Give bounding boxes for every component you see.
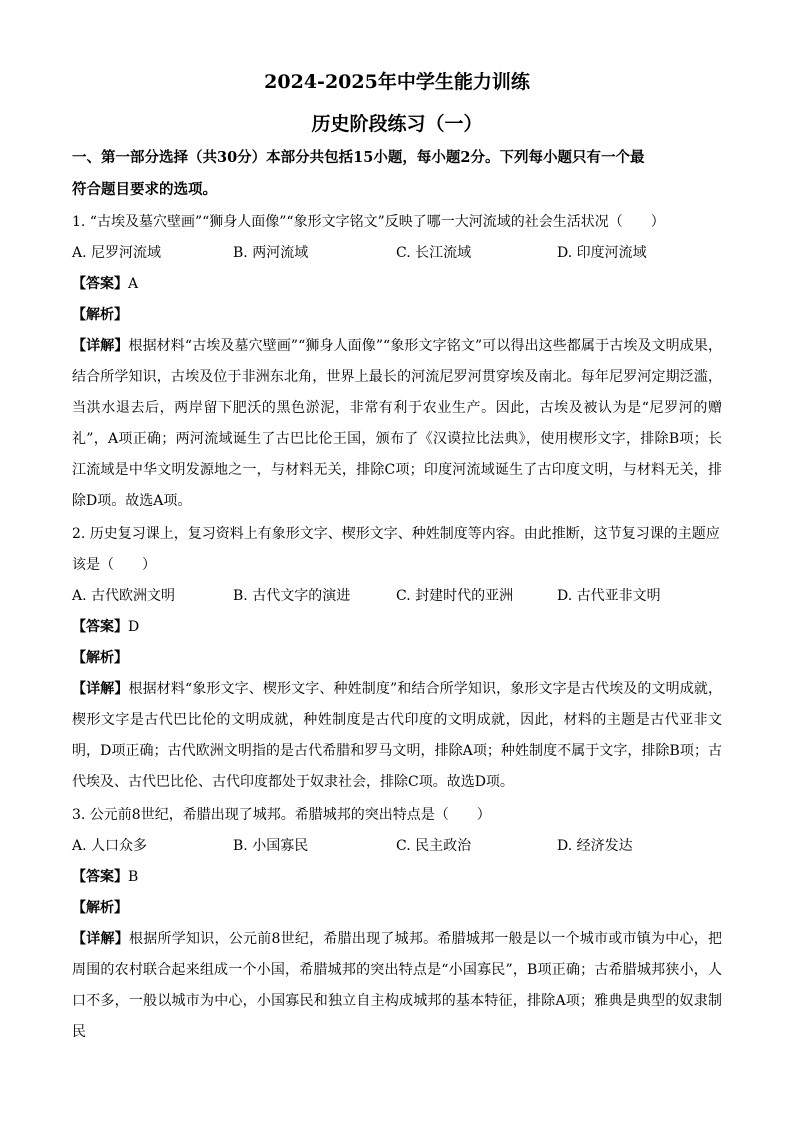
q3-answer-value: B <box>128 869 139 885</box>
detail-label: 【详解】 <box>72 931 129 947</box>
q2-detail-text: 根据材料“象形文字、楔形文字、种姓制度”和结合所学知识，象形文字是古代埃及的文明成就，楔形文字是古代巴比伦的文明成就，种姓制度是古代印度的文明成就，因此，材料的主题是古代亚非文明，D项正确；古代欧洲文明指的是古代希腊和罗马文明，排除A项；种姓制度不属于文字，排除B项；古代埃及、古代巴比伦、古代印度都处于奴隶社会，排除C项。故选D项。 <box>72 681 723 790</box>
q3-answer <box>72 867 724 887</box>
q3-analysis-label: 【解析】 <box>72 900 128 916</box>
q1-option-c: C. 长江流域 <box>396 245 472 261</box>
q3-option-b: B. 小国寡民 <box>233 838 309 854</box>
q1-detail-text: 根据材料“古埃及墓穴壁画”“狮身人面像”“象形文字铭文”可以得出这些都属于古埃及文明成果，结合所学知识，古埃及位于非洲东北角，世界上最长的河流尼罗河贯穿埃及南北。每年尼罗河定期泛滥，当洪水退去后，两岸留下肥沃的黑色淤泥，非常有利于农业生产。因此，古埃及被认为是“尼罗河的赠礼”，A项正确；两河流域诞生了古巴比伦王国，颁布了《汉谟拉比法典》，使用楔形文字，排除B项；长江流域是中华文明发源地之一，与材料无关，排除C项；印度河流域诞生了古印度文明，与材料无关，排除D项。故选A项。 <box>72 338 723 509</box>
answer-label: 【答案】 <box>72 276 128 292</box>
q2-analysis-label: 【解析】 <box>72 650 128 666</box>
q2-answer <box>72 617 724 637</box>
q1-stem: 1. “古埃及墓穴壁画”“狮身人面像”“象形文字铭文”反映了哪一大河流域的社会生活状况（ ） <box>72 214 665 230</box>
q3-option-a: A. 人口众多 <box>72 838 148 854</box>
q1-option-a: A. 尼罗河流域 <box>72 245 162 261</box>
section-heading-line1: 一、第一部分选择（共30分）本部分共包括15小题，每小题2分。下列每小题只有一个最 <box>72 149 645 166</box>
section-heading-line2: 符合题目要求的选项。 <box>72 181 217 198</box>
q1-option-d: D. 印度河流域 <box>557 245 647 261</box>
q3-stem: 3. 公元前8世纪，希腊出现了城邦。希腊城邦的突出特点是（ ） <box>72 807 491 823</box>
q1-option-b: B. 两河流域 <box>233 245 309 261</box>
q1-detail <box>72 331 722 517</box>
q2-stem-line1: 2. 历史复习课上，复习资料上有象形文字、楔形文字、种姓制度等内容。由此推断，这节复习课的主题应 <box>72 526 720 542</box>
q1-answer-value: A <box>128 276 139 292</box>
q2-option-c: C. 封建时代的亚洲 <box>396 588 514 604</box>
q1-answer <box>72 274 724 294</box>
q2-stem-line2: 该是（ ） <box>72 557 156 573</box>
detail-label: 【详解】 <box>72 681 129 697</box>
answer-label: 【答案】 <box>72 619 128 635</box>
q2-option-d: D. 古代亚非文明 <box>557 588 661 604</box>
q3-detail <box>72 924 722 1048</box>
doc-subtitle: 历史阶段练习（一） <box>311 113 483 135</box>
q2-answer-value: D <box>128 619 140 635</box>
doc-title: 2024-2025年中学生能力训练 <box>264 71 530 93</box>
q2-detail <box>72 674 722 798</box>
q3-option-d: D. 经济发达 <box>557 838 633 854</box>
detail-label: 【详解】 <box>72 338 129 354</box>
answer-label: 【答案】 <box>72 869 128 885</box>
q1-analysis-label: 【解析】 <box>72 307 128 323</box>
q3-detail-text: 根据所学知识，公元前8世纪，希腊出现了城邦。希腊城邦一般是以一个城市或市镇为中心，把周围的农村联合起来组成一个小国，希腊城邦的突出特点是“小国寡民”，B项正确；古希腊城邦狭小，人口不多，一般以城市为中心，小国寡民和独立自主构成城邦的基本特征，排除A项；雅典是典型的奴隶制民 <box>72 931 723 1040</box>
q3-option-c: C. 民主政治 <box>396 838 472 854</box>
q2-option-a: A. 古代欧洲文明 <box>72 588 176 604</box>
q2-option-b: B. 古代文字的演进 <box>233 588 351 604</box>
